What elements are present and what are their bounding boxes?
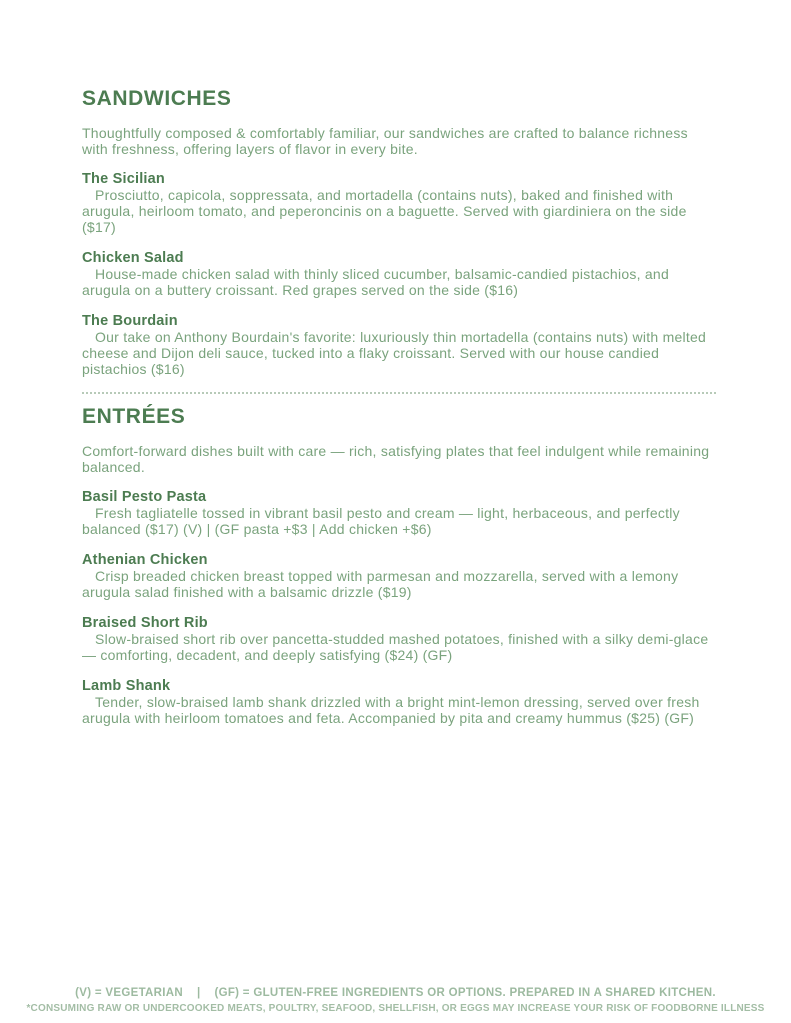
item-name: Athenian Chicken	[82, 552, 208, 568]
footer-separator: |	[196, 987, 201, 999]
item-description: House-made chicken salad with thinly sliced cucumber, balsamic-candied pistachios, and arugula on a buttery croissant. Red grapes served on the side ($16)	[82, 266, 670, 298]
item-description: Tender, slow-braised lamb shank drizzled with a bright mint-lemon dressing, served over fresh arugula with heirloom tomatoes and feta. Accompanied by pita and creamy hummus ($25) (GF)	[82, 694, 700, 726]
menu-item-lamb-shank	[82, 678, 716, 726]
footer-dietary-legend	[0, 987, 791, 1000]
section-entrees	[82, 404, 716, 726]
item-name: Braised Short Rib	[82, 615, 208, 631]
section-divider	[82, 392, 716, 394]
section-title-sandwiches: SANDWICHES	[82, 87, 232, 110]
menu-item-athenian-chicken	[82, 552, 716, 600]
section-intro-entrees: Comfort-forward dishes built with care — rich, satisfying plates that feel indulgent while remaining balanced.	[82, 443, 710, 475]
item-name: Chicken Salad	[82, 250, 184, 266]
footer	[0, 987, 791, 1015]
section-sandwiches	[82, 86, 716, 377]
menu-item-chicken-salad	[82, 250, 716, 298]
footer-vegetarian-note: (V) = VEGETARIAN	[75, 987, 183, 999]
section-intro-sandwiches: Thoughtfully composed & comfortably familiar, our sandwiches are crafted to balance richness with freshness, offering layers of flavor in every bite.	[82, 125, 688, 157]
item-name: The Sicilian	[82, 171, 165, 187]
menu-item-the-sicilian	[82, 171, 716, 235]
item-name: Lamb Shank	[82, 678, 171, 694]
menu-item-basil-pesto-pasta	[82, 489, 716, 537]
item-description: Slow-braised short rib over pancetta-studded mashed potatoes, finished with a silky demi-glace — comforting, decadent, and deeply satisfying ($24) (GF)	[82, 631, 709, 663]
section-title-entrees: ENTRÉES	[82, 405, 186, 428]
item-description: Crisp breaded chicken breast topped with parmesan and mozzarella, served with a lemony arugula salad finished with a balsamic drizzle ($19)	[82, 568, 679, 600]
footer-disclaimer: *CONSUMING RAW OR UNDERCOOKED MEATS, POULTRY, SEAFOOD, SHELLFISH, OR EGGS MAY INCREASE YOUR RISK OF FOODBORNE ILLNESS	[26, 1003, 765, 1014]
menu-item-braised-short-rib	[82, 615, 716, 663]
item-description: Prosciutto, capicola, soppressata, and mortadella (contains nuts), baked and finished with arugula, heirloom tomato, and peperoncinis on a baguette. Served with giardiniera on the side ($17)	[82, 187, 687, 235]
item-name: The Bourdain	[82, 313, 178, 329]
item-description: Our take on Anthony Bourdain's favorite: luxuriously thin mortadella (contains nuts) with melted cheese and Dijon deli sauce, tucked into a flaky croissant. Served with our house candied pistachios ($16)	[82, 329, 707, 377]
menu-content	[82, 86, 716, 741]
footer-glutenfree-note: (GF) = GLUTEN-FREE INGREDIENTS OR OPTIONS. PREPARED IN A SHARED KITCHEN.	[214, 987, 716, 999]
menu-item-the-bourdain	[82, 313, 716, 377]
item-description: Fresh tagliatelle tossed in vibrant basil pesto and cream — light, herbaceous, and perfectly balanced ($17) (V) | (GF pasta +$3 | Add chicken +$6)	[82, 505, 680, 537]
item-name: Basil Pesto Pasta	[82, 489, 207, 505]
